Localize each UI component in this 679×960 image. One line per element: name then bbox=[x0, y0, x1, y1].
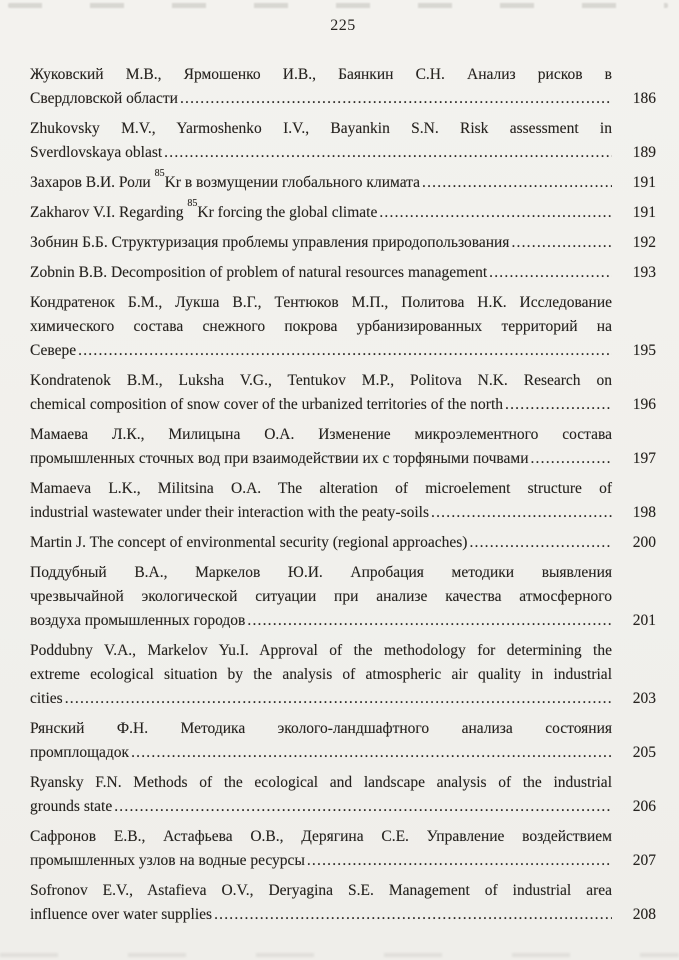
entry-text-after-isotope: Kr forcing the global climate bbox=[197, 204, 378, 221]
entry-page-number: 205 bbox=[632, 744, 656, 761]
dot-leader bbox=[511, 231, 612, 255]
toc-entry bbox=[30, 369, 656, 417]
entry-page-number: 208 bbox=[632, 906, 656, 923]
entry-line: Mamaeva L.K., Militsina O.A. The alteration of microelement structure of bbox=[30, 480, 612, 497]
toc-entry bbox=[30, 825, 656, 873]
entry-last-line bbox=[30, 261, 656, 285]
entry-page-number: 196 bbox=[632, 396, 656, 413]
dot-leader bbox=[131, 741, 612, 765]
toc-entry bbox=[30, 167, 656, 195]
toc-entry bbox=[30, 261, 656, 285]
entry-title-text: промплощадок bbox=[30, 744, 130, 761]
entry-title-text: промышленных сточных вод при взаимодействии их с торфяными почвами bbox=[30, 450, 529, 467]
entry-title-text: Zobnin B.B. Decomposition of problem of natural resources management bbox=[30, 264, 488, 281]
entry-last-line bbox=[30, 795, 656, 819]
entry-last-line bbox=[30, 741, 656, 765]
toc-entry bbox=[30, 423, 656, 471]
toc-entry bbox=[30, 291, 656, 363]
entry-last-line bbox=[30, 393, 656, 417]
entry-title-text: chemical composition of snow cover of the urbanized territories of the north bbox=[30, 396, 504, 413]
entry-text-before-isotope: Захаров В.И. Роли bbox=[30, 174, 155, 191]
entry-last-line bbox=[30, 687, 656, 711]
entry-page-number: 197 bbox=[632, 450, 656, 467]
entry-line: Poddubny V.A., Markelov Yu.I. Approval of the methodology for determining the bbox=[30, 642, 612, 659]
entry-page-number: 201 bbox=[632, 612, 656, 629]
entry-page-number: 193 bbox=[632, 264, 656, 281]
entry-title-text bbox=[30, 197, 378, 225]
entry-line: Мамаева Л.К., Милицына О.А. Изменение микроэлементного состава bbox=[30, 426, 612, 443]
dot-leader bbox=[164, 141, 612, 165]
entry-line: Ryansky F.N. Methods of the ecological and landscape analysis of the industrial bbox=[30, 774, 612, 791]
entry-line: extreme ecological situation by the analysis of atmospheric air quality in industrial bbox=[30, 666, 612, 683]
entry-title-text: Martin J. The concept of environmental security (regional approaches) bbox=[30, 534, 468, 551]
dot-leader bbox=[180, 87, 612, 111]
dot-leader bbox=[214, 903, 612, 927]
entry-last-line bbox=[30, 849, 656, 873]
entry-title-text: воздуха промышленных городов bbox=[30, 612, 246, 629]
entry-page-number: 203 bbox=[632, 690, 656, 707]
dot-leader bbox=[505, 393, 612, 417]
toc-entry bbox=[30, 531, 656, 555]
toc-entry bbox=[30, 197, 656, 225]
entry-page-number: 189 bbox=[632, 144, 656, 161]
entry-line: Zhukovsky M.V., Yarmoshenko I.V., Bayankin S.N. Risk assessment in bbox=[30, 120, 612, 137]
entry-last-line bbox=[30, 903, 656, 927]
superscript-85: 85 bbox=[187, 197, 198, 209]
dot-leader bbox=[422, 171, 612, 195]
entry-line: чрезвычайной экологической ситуации при анализе качества атмосферного bbox=[30, 588, 612, 605]
entry-last-line bbox=[30, 339, 656, 363]
entry-title-text: industrial wastewater under their interaction with the peaty-soils bbox=[30, 504, 430, 521]
entry-page-number: 191 bbox=[632, 204, 656, 221]
entry-page-number: 207 bbox=[632, 852, 656, 869]
entry-last-line bbox=[30, 609, 656, 633]
dot-leader bbox=[379, 201, 612, 225]
toc-entry bbox=[30, 639, 656, 711]
dot-leader bbox=[307, 849, 612, 873]
dot-leader bbox=[247, 609, 612, 633]
entry-title-text: Зобнин Б.Б. Структуризация проблемы управления природопользования bbox=[30, 234, 510, 251]
entry-last-line bbox=[30, 231, 656, 255]
page-number-header: 225 bbox=[330, 17, 356, 34]
toc-entry bbox=[30, 477, 656, 525]
entry-page-number: 198 bbox=[632, 504, 656, 521]
entry-title-text: cities bbox=[30, 690, 63, 707]
dot-leader bbox=[469, 531, 612, 555]
toc-entry bbox=[30, 717, 656, 765]
toc-entry bbox=[30, 879, 656, 927]
entry-text-after-isotope: Kr в возмущении глобального климата bbox=[164, 174, 421, 191]
entry-last-line bbox=[30, 87, 656, 111]
entry-title-text: Свердловской области bbox=[30, 90, 178, 107]
entry-last-line bbox=[30, 447, 656, 471]
entry-page-number: 192 bbox=[632, 234, 656, 251]
entry-last-line bbox=[30, 141, 656, 165]
entry-line: Жуковский М.В., Ярмошенко И.В., Баянкин С.Н. Анализ рисков в bbox=[30, 66, 612, 83]
entry-line: Sofronov E.V., Astafieva O.V., Deryagina S.E. Management of industrial area bbox=[30, 882, 612, 899]
toc-entry bbox=[30, 561, 656, 633]
entry-line: химического состава снежного покрова урбанизированных территорий на bbox=[30, 318, 612, 335]
entry-title-text: промышленных узлов на водные ресурсы bbox=[30, 852, 305, 869]
entry-title-text: Севере bbox=[30, 342, 77, 359]
entry-title-text bbox=[30, 167, 421, 195]
dot-leader bbox=[489, 261, 612, 285]
entry-page-number: 186 bbox=[632, 90, 656, 107]
scan-artifact-bottom bbox=[0, 953, 679, 957]
dot-leader bbox=[114, 795, 612, 819]
dot-leader bbox=[65, 687, 612, 711]
entry-last-line bbox=[30, 501, 656, 525]
entry-page-number: 200 bbox=[632, 534, 656, 551]
toc-entry bbox=[30, 117, 656, 165]
superscript-85: 85 bbox=[154, 167, 165, 179]
entry-line: Поддубный В.А., Маркелов Ю.И. Апробация методики выявления bbox=[30, 564, 612, 581]
entry-title-text: grounds state bbox=[30, 798, 113, 815]
dot-leader bbox=[530, 447, 612, 471]
entry-line: Рянский Ф.Н. Методика эколого-ландшафтного анализа состояния bbox=[30, 720, 612, 737]
entry-page-number: 191 bbox=[632, 174, 656, 191]
entry-last-line bbox=[30, 167, 656, 195]
entry-title-text: Sverdlovskaya oblast bbox=[30, 144, 163, 161]
entry-line: Сафронов Е.В., Астафьева О.В., Дерягина С.Е. Управление воздействием bbox=[30, 828, 612, 845]
entry-title-text: influence over water supplies bbox=[30, 906, 213, 923]
toc-entry bbox=[30, 231, 656, 255]
entry-line: Кондратенок Б.М., Лукша В.Г., Тентюков М.П., Политова Н.К. Исследование bbox=[30, 294, 612, 311]
dot-leader bbox=[78, 339, 612, 363]
toc-entry bbox=[30, 63, 656, 111]
entry-last-line bbox=[30, 531, 656, 555]
entry-line: Kondratenok B.M., Luksha V.G., Tentukov M.P., Politova N.K. Research on bbox=[30, 372, 612, 389]
entry-page-number: 195 bbox=[632, 342, 656, 359]
toc-entry bbox=[30, 771, 656, 819]
entry-text-before-isotope: Zakharov V.I. Regarding bbox=[30, 204, 188, 221]
entry-page-number: 206 bbox=[632, 798, 656, 815]
entry-last-line bbox=[30, 197, 656, 225]
dot-leader bbox=[431, 501, 612, 525]
